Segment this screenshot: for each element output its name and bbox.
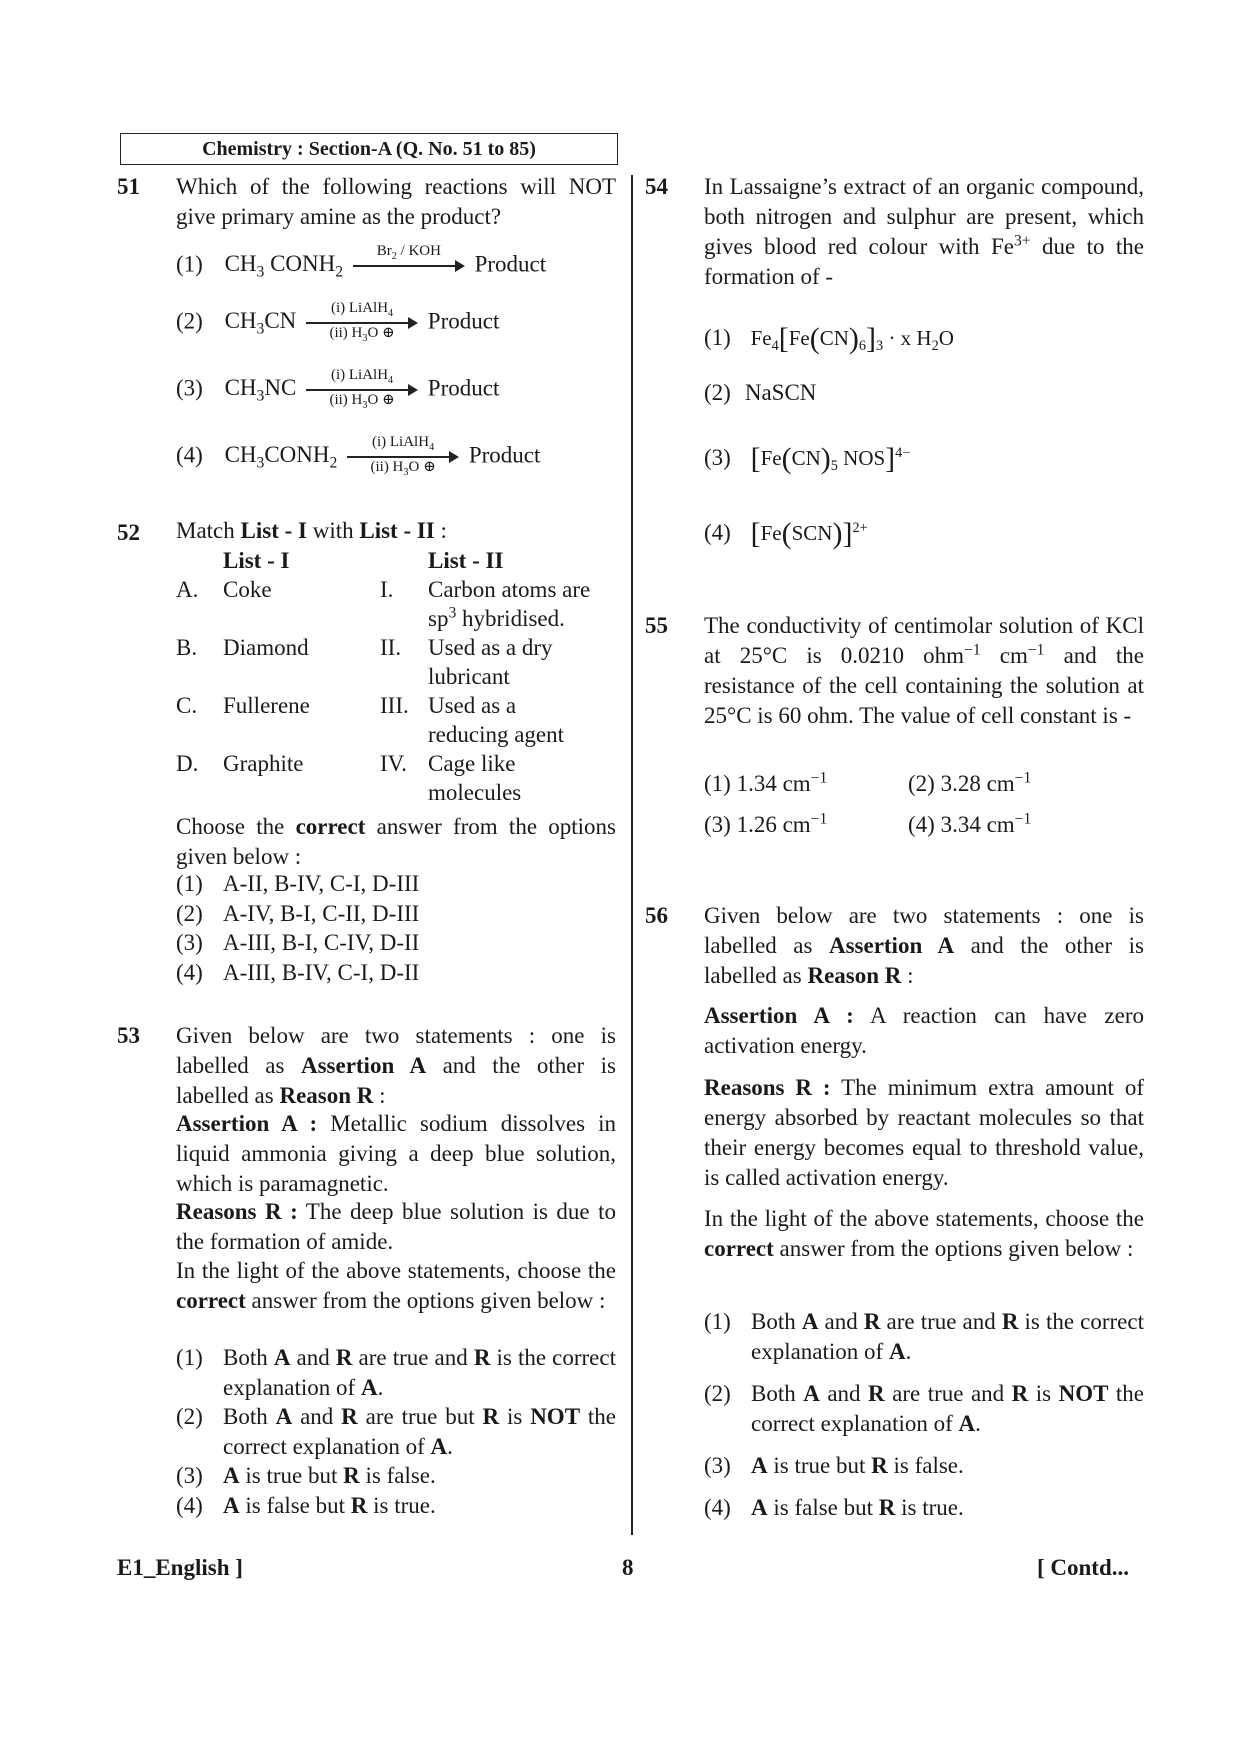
option-text: A-III, B-IV, C-I, D-II (223, 959, 420, 985)
q53-option-2-label: (2) (176, 1404, 203, 1429)
list-1-letter: A. (176, 577, 199, 602)
list-1-item: Coke (223, 577, 272, 602)
column-divider (631, 175, 633, 1535)
assertion-statement: Assertion A : Metallic sodium dissolves in liquid ammonia giving a deep blue solution, which is paramagnetic. (176, 1111, 616, 1196)
page-number: 8 (622, 1555, 634, 1580)
list-2-numeral: I. (380, 577, 394, 602)
list-2-numeral: II. (380, 635, 402, 660)
q55-option: (4) 3.34 $cm^{-1}$ (908, 810, 1032, 837)
q56-option-3: (3) A is true but R is false. (704, 1453, 964, 1478)
option-text: A-IV, B-I, C-II, D-III (223, 900, 420, 926)
q53-option-1-label: (1) (176, 1345, 203, 1370)
option-label: (4) (176, 442, 203, 468)
question-number: 53 (117, 1023, 140, 1048)
q56-option-1-text: Both A and R are true and R is the correct explanation of A. (751, 1309, 1144, 1364)
list-2-desc: lubricant (428, 664, 510, 689)
light-instruction: In the light of the above statements, choose the correct answer from the options given below : (704, 1206, 1144, 1261)
list-1-letter: C. (176, 693, 198, 718)
list-2-desc: $sp^3$ hybridised. (428, 604, 565, 631)
list-1-letter: D. (176, 751, 199, 776)
reaction-arrow: (i) LiAlH$_4$ (ii) $H_3O$ ⊕ (347, 440, 459, 474)
question-number: 52 (117, 520, 140, 545)
option-label: (4) (176, 959, 203, 985)
reactant-formula: $CH_3CONH_2$ (224, 442, 338, 472)
q51-option-4 (176, 434, 541, 478)
q56-option-2-text: Both A and R are true and R is NOT the correct explanation of A. (751, 1381, 1145, 1436)
reason-statement: Reasons R : The minimum extra amount of energy absorbed by reactant molecules so that their energy becomes equal to threshold value, is called activation energy. (704, 1075, 1144, 1190)
q53-option-2-text: Both A and R are true but R is NOT the correct explanation of A. (223, 1404, 617, 1459)
list-2-desc: reducing agent (428, 722, 565, 747)
q55-option: (2) 3.28 $cm^{-1}$ (908, 769, 1032, 796)
option-label: (2) (176, 900, 203, 926)
q51-option-3 (176, 367, 500, 411)
reaction-arrow: (i) LiAlH$_4$ (ii) $H_3O$ ⊕ (306, 306, 418, 340)
q54-option-1: (1) $Fe_4[Fe(CN)_6]_3 \cdot x$ $H_2O$ (704, 322, 954, 355)
question-number: 54 (645, 174, 668, 199)
list-2-numeral: IV. (380, 751, 408, 776)
reaction-arrow: $Br_2$ / KOH (353, 249, 465, 283)
reactant-formula: $CH_3NC$ (224, 375, 297, 405)
question-number: 56 (645, 903, 668, 928)
list-2-desc: Used as a dry (428, 635, 553, 660)
option-label: (1) (176, 871, 203, 896)
list-2-header: List - II (428, 548, 504, 573)
list-1-item: Graphite (223, 751, 304, 776)
formula: $[Fe(SCN)]^{2+}$ (750, 517, 868, 550)
option-text: A-II, B-IV, C-I, D-III (223, 871, 420, 896)
option-label: (1) (176, 251, 203, 277)
q56-option-2-label: (2) (704, 1381, 731, 1406)
reason-statement: Reasons R : The deep blue solution is due to the formation of amide. (176, 1199, 617, 1254)
list-2-desc: Used as a (428, 693, 517, 718)
question-text: In Lassaigne’s extract of an organic compound, both nitrogen and sulphur are present, which gives blood red colour with $Fe^{3+}$ due to the formation of - (704, 174, 1144, 289)
footer-paper-code: E1_English ] (117, 1555, 243, 1580)
product-label: Product (427, 375, 500, 401)
product-label: Product (474, 251, 547, 277)
list-2-desc: molecules (428, 780, 522, 805)
reaction-arrow: (i) LiAlH$_4$ (ii) $H_3O$ ⊕ (306, 373, 418, 407)
list-1-item: Fullerene (223, 693, 310, 718)
list-1-letter: B. (176, 635, 198, 660)
q51-option-2 (176, 300, 500, 344)
list-1-header: List - I (223, 548, 290, 573)
list-2-numeral: III. (380, 693, 409, 718)
question-text: Match List - I with List - II : (176, 518, 447, 543)
question-text: Which of the following reactions will NOT give primary amine as the product? (176, 174, 616, 229)
option-text: A-III, B-I, C-IV, D-II (223, 930, 420, 955)
product-label: Product (427, 308, 500, 334)
formula: $Fe_4[Fe(CN)_6]_3 \cdot x$ $H_2O$ (750, 322, 954, 355)
q55-option: (3) 1.26 $cm^{-1}$ (704, 810, 828, 837)
list-1-item: Diamond (223, 635, 309, 660)
question-number: 55 (645, 613, 668, 638)
q53-option-3: (3) A is true but R is false. (176, 1463, 436, 1488)
q54-option-4: (4) $[Fe(SCN)]^{2+}$ (704, 517, 868, 550)
q55-option: (1) 1.34 $cm^{-1}$ (704, 769, 828, 796)
q51-option-1 (176, 243, 547, 283)
assertion-statement: Assertion A : A reaction can have zero activation energy. (704, 1003, 1144, 1058)
q54-option-3: (3) [$Fe(CN)_5$ NOS]$^{4-}$ (704, 442, 911, 475)
footer-continued: [ Contd... (1037, 1555, 1130, 1580)
light-instruction: In the light of the above statements, choose the correct answer from the options given below : (176, 1258, 616, 1313)
choose-instruction: Choose the correct answer from the options given below : (176, 814, 616, 869)
question-number: 51 (117, 174, 140, 199)
q53-option-4: (4) A is false but R is true. (176, 1493, 436, 1518)
question-text: Given below are two statements : one is labelled as Assertion A and the other is labelled as Reason R : (176, 1023, 616, 1108)
list-2-desc: Carbon atoms are (428, 577, 591, 602)
reactant-formula: $CH_3$ $CONH_2$ (224, 251, 344, 281)
option-label: (3) (176, 375, 203, 401)
reactant-formula: $CH_3CN$ (224, 308, 297, 338)
section-header: Chemistry : Section-A (Q. No. 51 to 85) (120, 133, 618, 165)
option-label: (2) (176, 308, 203, 334)
q53-option-1-text: Both A and R are true and R is the correct explanation of A. (223, 1345, 616, 1400)
option-label: (3) (176, 930, 203, 955)
q56-option-4: (4) A is false but R is true. (704, 1495, 964, 1520)
formula: [$Fe(CN)_5$ NOS]$^{4-}$ (750, 442, 911, 475)
q56-option-1-label: (1) (704, 1309, 731, 1334)
question-text: Given below are two statements : one is labelled as Assertion A and the other is labelled as Reason R : (704, 903, 1144, 988)
product-label: Product (468, 442, 541, 468)
list-2-desc: Cage like (428, 751, 516, 776)
question-text: The conductivity of centimolar solution of KCl at 25°C is 0.0210 ohm$^{-1}$ $cm^{-1}$ and the resistance of the cell containing the solution at 25°C is 60 ohm. The value of cell constant is - (704, 613, 1144, 728)
q54-option-2: (2) NaSCN (704, 380, 817, 405)
